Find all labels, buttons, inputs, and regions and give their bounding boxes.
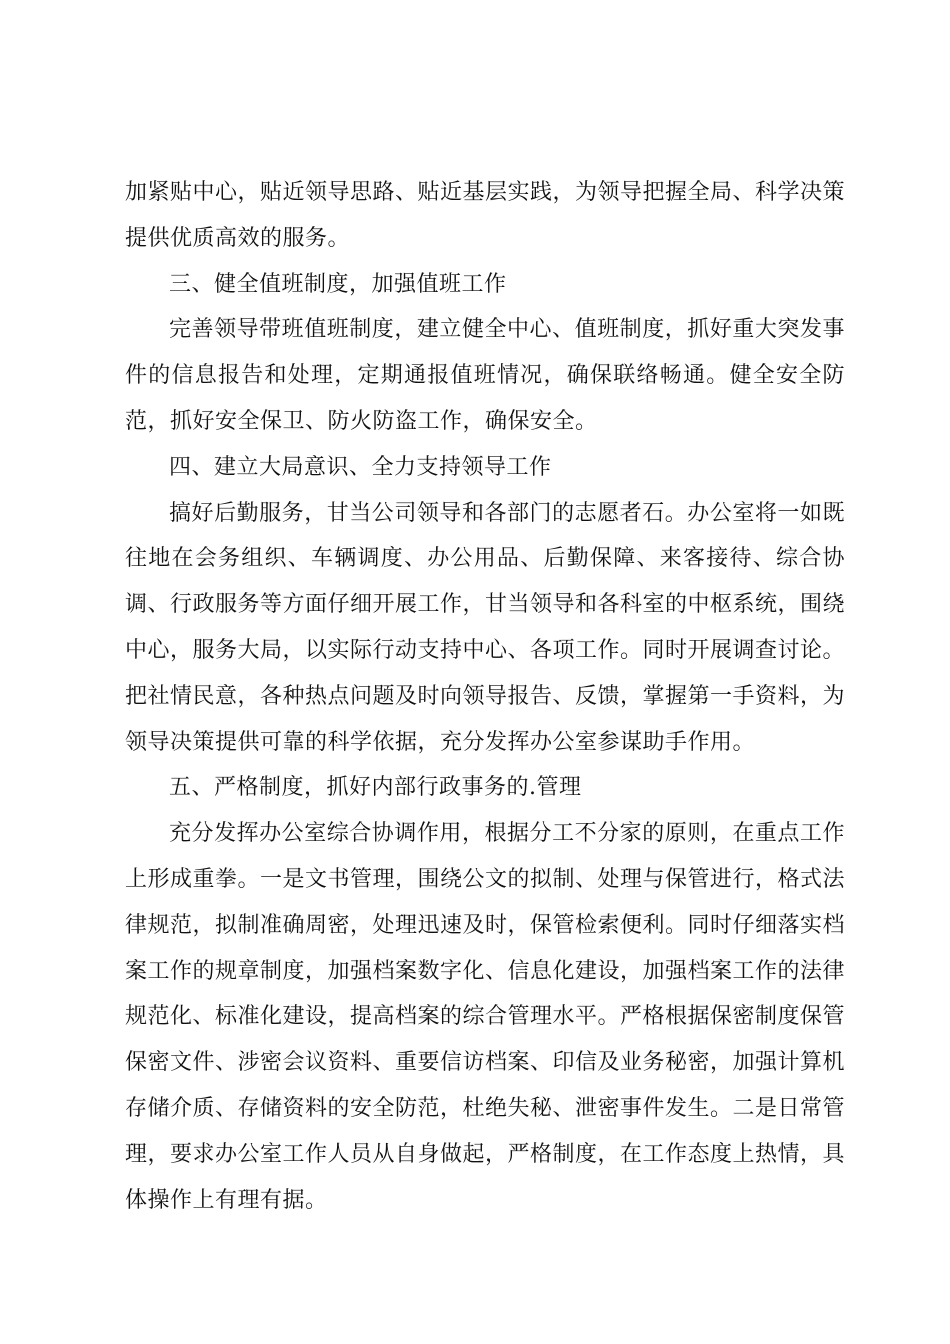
paragraph-administration: 充分发挥办公室综合协调作用，根据分工不分家的原则，在重点工作上形成重拳。一是文书管理，围绕公文的拟制、处理与保管进行，格式法律规范，拟制准确周密，处理迅速及时，保管检索便利。同时仔细落实档案工作的规章制度，加强档案数字化、信息化建设，加强档案工作的法律规范化、标准化建设，提高档案的综合管理水平。严格根据保密制度保管保密文件、涉密会议资料、重要信访档案、印信及业务秘密，加强计算机存储介质、存储资料的安全防范，杜绝失秘、泄密事件发生。二是日常管理，要求办公室工作人员从自身做起，严格制度，在工作态度上热情，具体操作上有理有据。 <box>125 821 846 1213</box>
section-heading-4: 四、建立大局意识、全力支持领导工作 <box>169 454 552 480</box>
section-heading-3: 三、健全值班制度，加强值班工作 <box>169 271 507 297</box>
paragraph-logistics: 搞好后勤服务，甘当公司领导和各部门的志愿者石。办公室将一如既往地在会务组织、车辆调度、办公用品、后勤保障、来客接待、综合协调、行政服务等方面仔细开展工作，甘当领导和各科室的中枢系统，围绕中心，服务大局，以实际行动支持中心、各项工作。同时开展调查讨论。把社情民意，各种热点问题及时向领导报告、反馈，掌握第一手资料，为领导决策提供可靠的科学依据，充分发挥办公室参谋助手作用。 <box>125 500 846 755</box>
document-body <box>125 170 845 1223</box>
paragraph-continuation: 加紧贴中心，贴近领导思路、贴近基层实践，为领导把握全局、科学决策提供优质高效的服务。 <box>125 180 846 251</box>
paragraph-duty-system: 完善领导带班值班制度，建立健全中心、值班制度，抓好重大突发事件的信息报告和处理，定期通报值班情况，确保联络畅通。健全安全防范，抓好安全保卫、防火防盗工作，确保安全。 <box>125 317 845 434</box>
section-heading-5: 五、严格制度，抓好内部行政事务的.管理 <box>169 775 582 801</box>
